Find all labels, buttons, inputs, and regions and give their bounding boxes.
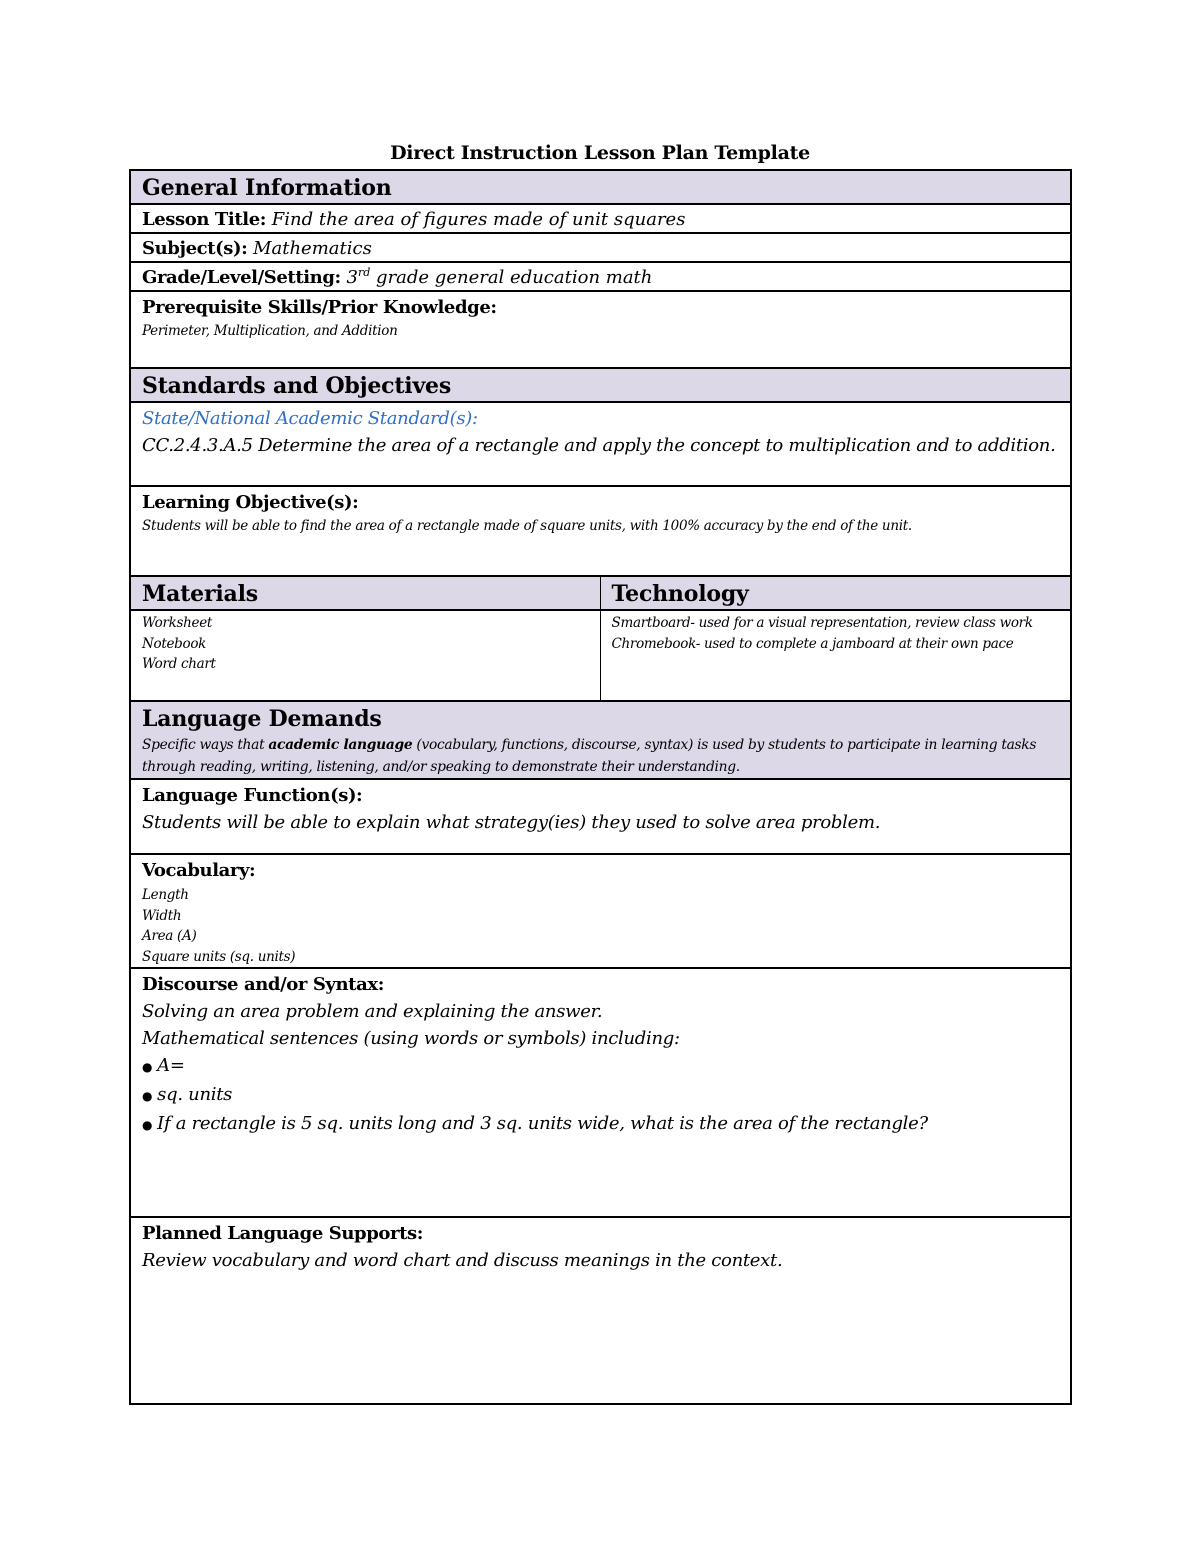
language-demands-description	[142, 734, 1059, 778]
grade-setting-value: grade general education math	[376, 267, 653, 288]
technology-item: Chromebook- used to complete a jamboard at their own pace	[611, 635, 1014, 652]
description-bold-text: academic language	[268, 737, 413, 753]
language-supports-label: Planned Language Supports:	[142, 1223, 424, 1244]
lesson-title-value: Find the area of figures made of unit squares	[271, 209, 686, 230]
technology-item: Smartboard- used for a visual representation, review class work	[611, 615, 1033, 631]
subjects-value: Mathematics	[253, 238, 372, 259]
academic-standard-value: CC.2.4.3.A.5 Determine the area of a rectangle and apply the concept to multiplication and to addition.	[142, 435, 1056, 456]
lesson-title-label: Lesson Title:	[142, 209, 267, 230]
discourse-bullet-item	[142, 1110, 1059, 1139]
materials-item: Worksheet	[142, 615, 213, 631]
technology-list-cell	[600, 610, 1071, 701]
language-supports-cell	[130, 1217, 1071, 1404]
vocabulary-item: Width	[142, 907, 182, 924]
language-function-label: Language Function(s):	[142, 785, 363, 806]
academic-standard-cell	[130, 402, 1071, 486]
grade-level-label: Grade/Level/Setting:	[142, 267, 341, 288]
bullet-text: A=	[157, 1055, 185, 1076]
grade-number: 3	[346, 267, 358, 288]
vocabulary-item: Length	[142, 887, 189, 903]
subjects-cell	[130, 233, 1071, 262]
document-title: Direct Instruction Lesson Plan Template	[390, 142, 810, 164]
language-supports-value: Review vocabulary and word chart and discuss meanings in the context.	[142, 1250, 783, 1271]
materials-header	[130, 576, 600, 610]
general-information-heading: General Information	[142, 175, 392, 201]
learning-objective-label: Learning Objective(s):	[142, 492, 359, 513]
general-information-header	[130, 170, 1071, 204]
materials-item: Word chart	[142, 656, 216, 672]
vocabulary-label: Vocabulary:	[142, 860, 256, 881]
prerequisite-value: Perimeter, Multiplication, and Addition	[142, 323, 398, 339]
vocabulary-item: Square units (sq. units)	[142, 948, 296, 965]
bullet-text: If a rectangle is 5 sq. units long and 3 sq. units wide, what is the area of the rectangle?	[157, 1113, 928, 1134]
bullet-icon: ●	[142, 1089, 153, 1103]
language-function-cell	[130, 779, 1071, 854]
discourse-line: Solving an area problem and explaining the answer.	[142, 1001, 603, 1022]
language-function-value: Students will be able to explain what strategy(ies) they used to solve area problem.	[142, 812, 881, 833]
subjects-label: Subject(s):	[142, 238, 248, 259]
learning-objective-cell	[130, 486, 1071, 576]
bullet-text: sq. units	[157, 1084, 233, 1105]
grade-superscript: rd	[358, 266, 371, 279]
technology-heading: Technology	[611, 581, 749, 607]
discourse-syntax-cell	[130, 968, 1071, 1217]
learning-objective-value: Students will be able to find the area of a rectangle made of square units, with 100% accuracy by the end of the unit.	[142, 518, 912, 534]
discourse-syntax-label: Discourse and/or Syntax:	[142, 974, 384, 995]
discourse-line: Mathematical sentences (using words or symbols) including:	[142, 1028, 680, 1049]
discourse-bullet-item	[142, 1081, 1059, 1110]
language-demands-heading: Language Demands	[142, 706, 382, 732]
prerequisite-cell	[130, 291, 1071, 368]
vocabulary-cell	[130, 854, 1071, 968]
materials-list-cell	[130, 610, 600, 701]
description-text: Specific ways that	[142, 737, 269, 753]
description-text: (vocabulary, functions, discourse, syntax) is used by students to participate in learning tasks through reading, writing, listening, and/or speaking to demonstrate their understanding.	[142, 737, 1037, 775]
discourse-bullet-item	[142, 1052, 1059, 1081]
lesson-title-cell	[130, 204, 1071, 233]
prerequisite-label: Prerequisite Skills/Prior Knowledge:	[142, 297, 497, 318]
grade-level-cell	[130, 262, 1071, 291]
materials-item: Notebook	[142, 635, 207, 652]
academic-standard-label: State/National Academic Standard(s):	[142, 408, 478, 429]
bullet-icon: ●	[142, 1118, 153, 1132]
materials-heading: Materials	[142, 581, 258, 607]
vocabulary-item: Area (A)	[142, 928, 197, 944]
language-demands-header	[130, 701, 1071, 779]
technology-header	[600, 576, 1071, 610]
lesson-plan-table	[129, 169, 1072, 1405]
standards-objectives-header	[130, 368, 1071, 402]
bullet-icon: ●	[142, 1060, 153, 1074]
standards-objectives-heading: Standards and Objectives	[142, 373, 452, 399]
